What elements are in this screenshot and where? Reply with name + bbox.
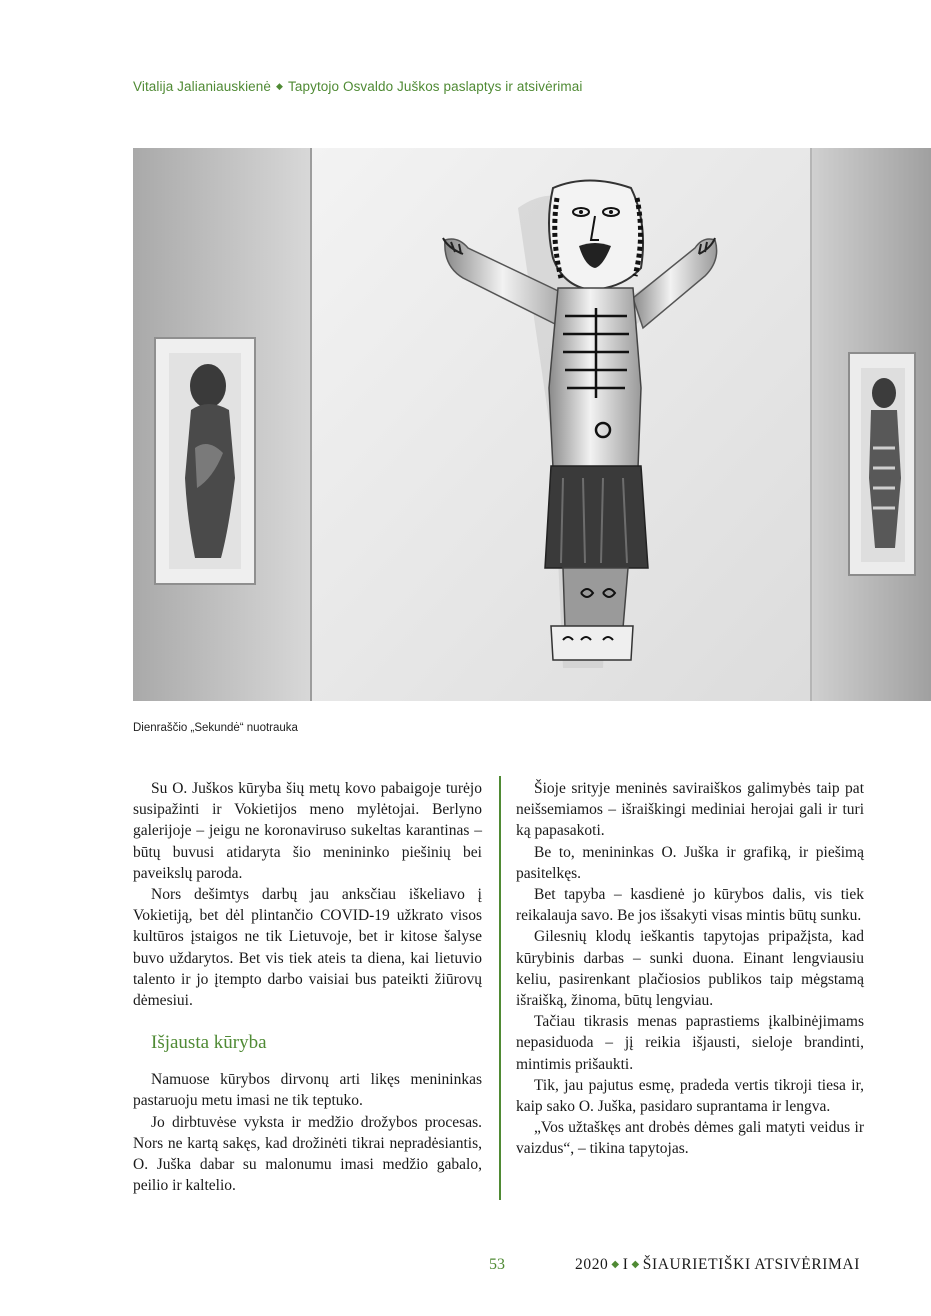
section-subheading: Išjausta kūryba [151,1032,267,1054]
journal-footer: 2020 ◆ I ◆ ŠIAURIETIŠKI ATSIVĖRIMAI [575,1256,860,1273]
paragraph: Tačiau tikrasis menas paprastiems įkalbinėjimams nepasiduoda – jį reikia išjausti, sieloje brandinti, mintimis prišaukti. [516,1013,864,1073]
left-framed-painting [155,338,255,584]
header-author: Vitalija Jalianiauskienė [133,79,271,94]
paragraph: Su O. Juškos kūryba šių metų kovo pabaigoje turėjo susipažinti ir Vokietijos meno mylėtojai. Berlyno galerijoje – jeigu ne koronaviruso sukeltas karantinas – būtų buvusi atidaryta šio menininko piešinių bei paveikslų paroda. [133,780,482,882]
paragraph: „Vos užtaškęs ant drobės dėmes gali matyti veidus ir vaizdus“, – tikina tapytojas. [516,1119,864,1158]
article-column-right [516,778,864,1160]
article-photo [133,148,931,701]
running-head [133,79,582,94]
right-framed-painting [849,353,915,575]
page-number: 53 [489,1256,505,1273]
paragraph: Tik, jau pajutus esmę, pradeda vertis tikroji tiesa ir, kaip sako O. Juška, pasidaro suprantama ir lengva. [516,1076,864,1116]
article-column-left [133,778,482,1196]
footer-journal-title: ŠIAURIETIŠKI ATSIVĖRIMAI [642,1256,860,1273]
footer-issue: I [622,1256,629,1273]
paragraph: Gilesnių klodų ieškantis tapytojas pripažįsta, kad kūrybinis darbas – sunki duona. Einant lengviausiu keliu, pasirenkant plačiosios publikos taip mėgstamą išraišką, žinoma, būtų lengviau. [516,928,864,1010]
header-separator: ◆ [276,81,284,91]
footer-year: 2020 [575,1256,609,1273]
paragraph: Nors dešimtys darbų jau anksčiau iškeliavo į Vokietiją, bet dėl plintančio COVID-19 užkrato visos kultūros įstaigos ne tik Lietuvoje, bet ir kitose šalyse buvo uždarytos. Bet vis tiek ateis ta diena, kai lietuvio talento ir jo įtempto darbo vaisiai bus pateikti žiūrovų dėmesiui. [133,886,482,1010]
paragraph: Bet tapyba – kasdienė jo kūrybos dalis, vis tiek reikalauja savo. Be jos išsakyti visas mintis būtų sunku. [516,886,864,925]
column-divider [499,776,501,1200]
header-title: Tapytojo Osvaldo Juškos paslaptys ir atsivėrimai [288,79,583,94]
paragraph: Namuose kūrybos dirvonų arti likęs menininkas pastaruoju metu imasi ne tik teptuko. [133,1071,482,1110]
paragraph: Jo dirbtuvėse vyksta ir medžio drožybos procesas. Nors ne kartą sakęs, kad drožinėti tikrai nepradėsiantis, O. Juška dabar su malonumu imasi medžio gabalo, peilio ir kaltelio. [133,1113,482,1195]
photo-caption: Dienraščio „Sekundė“ nuotrauka [133,722,298,734]
paragraph: Be to, menininkas O. Juška ir grafiką, ir piešimą pasitelkęs. [516,843,864,882]
paragraph: Šioje srityje meninės saviraiškos galimybės taip pat neišsemiamos – išraiškingi mediniai herojai gali ir turi ką papasakoti. [516,780,864,840]
